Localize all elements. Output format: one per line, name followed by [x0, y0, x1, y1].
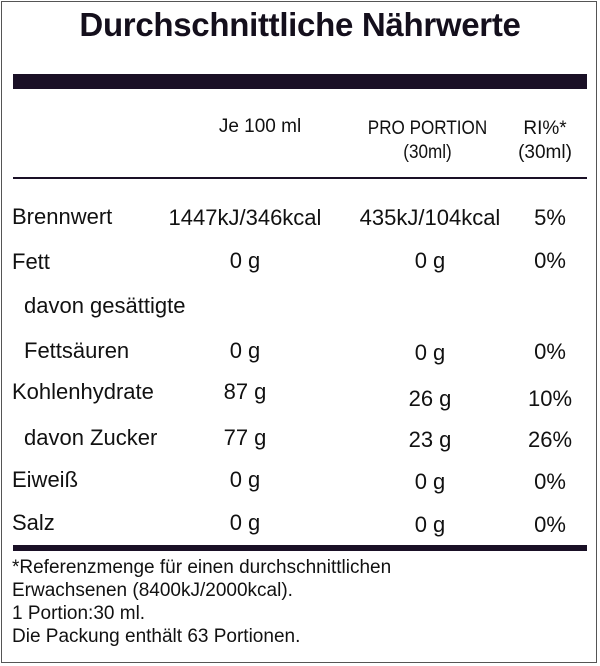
top-divider-bar — [13, 74, 587, 89]
row-label-eiweiss: Eiweiß — [12, 467, 79, 492]
row-value-portion-brennwert: 435kJ/104kcal — [359, 205, 501, 230]
header-per-portion-label: PRO PORTION — [367, 118, 488, 139]
row-value-portion-salz: 0 g — [414, 512, 446, 537]
row-value-portion-davon-zucker: 23 g — [408, 427, 452, 452]
row-label-brennwert: Brennwert — [12, 204, 113, 229]
row-value-per100-fettsaeuren: 0 g — [229, 338, 261, 363]
footnote-line: Die Packung enthält 63 Portionen. — [12, 626, 301, 647]
header-ri-unit: (30ml) — [518, 142, 572, 163]
header-per-portion — [362, 117, 493, 165]
row-label-fett: Fett — [12, 249, 50, 274]
footnote — [12, 556, 391, 648]
row-label-davon-gesaettigte: davon gesättigte — [24, 293, 186, 318]
header-divider — [13, 177, 587, 179]
row-value-portion-fett: 0 g — [414, 248, 446, 273]
row-value-per100-kohlenhydrate: 87 g — [223, 379, 267, 404]
row-value-portion-kohlenhydrate: 26 g — [408, 386, 452, 411]
header-ri — [505, 117, 585, 165]
row-label-salz: Salz — [12, 510, 55, 535]
footnote-line: Erwachsenen (8400kJ/2000kcal). — [12, 580, 293, 601]
row-value-portion-eiweiss: 0 g — [414, 469, 446, 494]
header-per-portion-unit: (30ml) — [403, 142, 452, 163]
header-per-100ml — [200, 115, 320, 139]
row-value-ri-fettsaeuren: 0% — [534, 339, 566, 364]
row-value-portion-fettsaeuren: 0 g — [414, 340, 446, 365]
row-value-ri-eiweiss: 0% — [534, 469, 566, 494]
row-value-ri-davon-zucker: 26% — [527, 427, 573, 452]
row-value-per100-salz: 0 g — [229, 510, 261, 535]
row-label-fettsaeuren: Fettsäuren — [24, 338, 130, 363]
row-value-per100-eiweiss: 0 g — [229, 467, 261, 492]
header-ri-label: RI%* — [523, 118, 567, 139]
row-value-ri-brennwert: 5% — [534, 205, 566, 230]
row-label-davon-zucker: davon Zucker — [24, 425, 158, 450]
row-value-per100-fett: 0 g — [229, 248, 261, 273]
row-value-per100-brennwert: 1447kJ/346kcal — [168, 205, 322, 230]
header-per-100ml-label: Je 100 ml — [218, 116, 302, 137]
page-title: Durchschnittliche Nährwerte — [79, 6, 521, 43]
row-value-ri-fett: 0% — [534, 248, 566, 273]
footnote-line: 1 Portion:30 ml. — [12, 603, 146, 624]
row-value-ri-salz: 0% — [534, 512, 566, 537]
row-value-ri-kohlenhydrate: 10% — [527, 386, 573, 411]
row-label-kohlenhydrate: Kohlenhydrate — [12, 379, 154, 404]
row-value-per100-davon-zucker: 77 g — [223, 425, 267, 450]
bottom-divider-bar — [13, 545, 587, 551]
footnote-line: *Referenzmenge für einen durchschnittlichen — [12, 557, 392, 578]
